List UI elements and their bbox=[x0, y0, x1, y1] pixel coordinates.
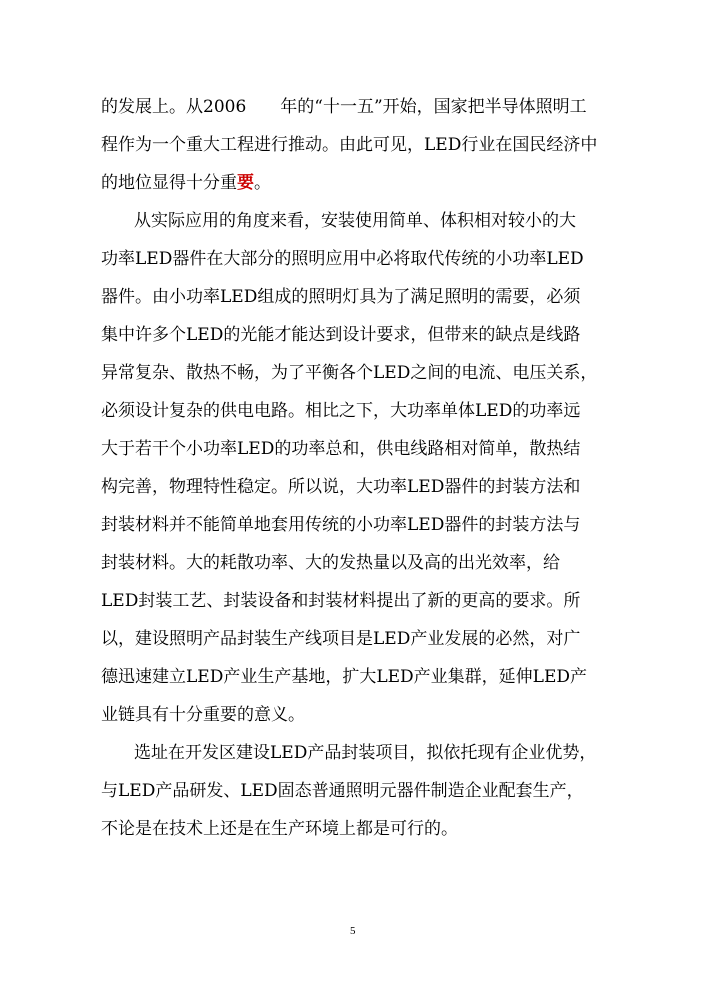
text-line-9: 必须设计复杂的供电电路。相比之下，大功率单体LED的功率远 bbox=[101, 401, 581, 421]
text-line-17: 业链具有十分重要的意义。 bbox=[101, 705, 305, 725]
text-line-12: 封装材料并不能简单地套用传统的小功率LED器件的封装方法与 bbox=[101, 515, 581, 535]
text-line-20: 不论是在技术上还是在生产环境上都是可行的。 bbox=[101, 819, 458, 839]
text-line-16: 德迅速建立LED产业生产基地，扩大LED产业集群，延伸LED产 bbox=[101, 667, 587, 687]
text-line-4: 从实际应用的角度来看，安装使用简单、体积相对较小的大 bbox=[134, 211, 576, 231]
text-line-18: 选址在开发区建设LED产品封装项目，拟依托现有企业优势， bbox=[134, 743, 597, 763]
text-line-1: 的发展上。从2006 年的“十一五”开始，国家把半导体照明工 bbox=[101, 97, 587, 117]
emphasis-char: 要 bbox=[237, 173, 254, 193]
text-line-19: 与LED产品研发、LED固态普通照明元器件制造企业配套生产， bbox=[101, 781, 584, 801]
text-line-11: 构完善，物理特性稳定。所以说，大功率LED器件的封装方法和 bbox=[101, 477, 581, 497]
text-line-6: 器件。由小功率LED组成的照明灯具为了满足照明的需要，必须 bbox=[101, 287, 581, 307]
text-line-14: LED封装工艺、封装设备和封装材料提出了新的更高的要求。所 bbox=[101, 591, 581, 611]
text-line-3 bbox=[101, 173, 271, 193]
text-line-5: 功率LED器件在大部分的照明应用中必将取代传统的小功率LED bbox=[101, 249, 584, 269]
text-line-10: 大于若干个小功率LED的功率总和，供电线路相对简单，散热结 bbox=[101, 439, 581, 459]
page-number: 5 bbox=[350, 925, 356, 937]
text-line-3-start: 的地位显得十分重 bbox=[101, 173, 237, 193]
text-line-15: 以，建设照明产品封装生产线项目是LED产业发展的必然，对广 bbox=[101, 629, 581, 649]
text-line-13: 封装材料。大的耗散功率、大的发热量以及高的出光效率，给 bbox=[101, 553, 560, 573]
text-line-2: 程作为一个重大工程进行推动。由此可见，LED行业在国民经济中 bbox=[101, 135, 598, 155]
text-line-3-end: 。 bbox=[254, 173, 271, 193]
text-line-8: 异常复杂、散热不畅，为了平衡各个LED之间的电流、电压关系， bbox=[101, 363, 598, 383]
text-line-7: 集中许多个LED的光能才能达到设计要求，但带来的缺点是线路 bbox=[101, 325, 581, 345]
